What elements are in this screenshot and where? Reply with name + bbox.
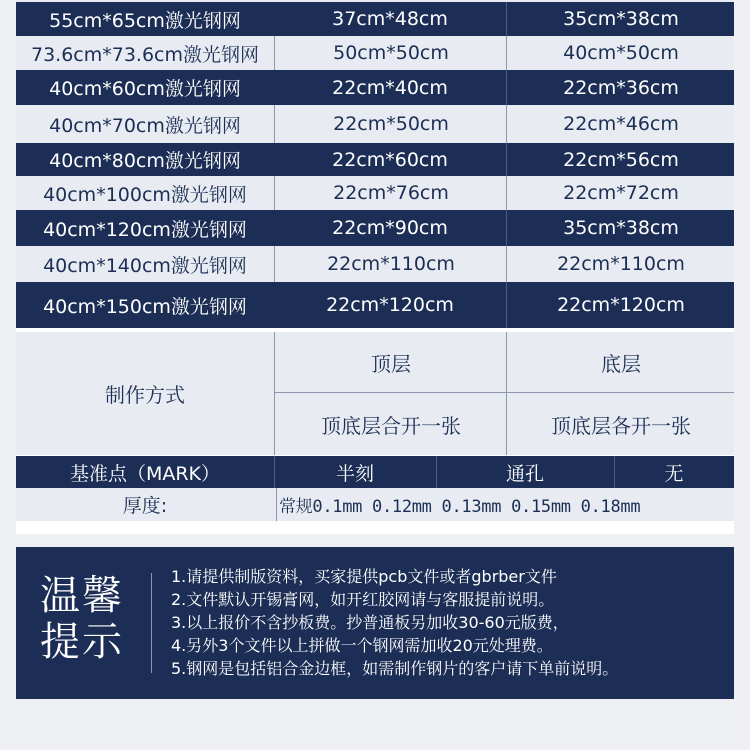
stencil-size: 40cm*100cm激光钢网 — [43, 183, 247, 206]
tip-item: 1.请提供制版资料，买家提供pcb文件或者gbrber文件 — [171, 567, 557, 586]
thickness-values: 常规0.1mm 0.12mm 0.13mm 0.15mm 0.18mm — [276, 488, 640, 521]
mark-none: 无 — [664, 462, 684, 485]
top-area: 22cm*110cm — [274, 246, 507, 282]
bottom-area: 22cm*120cm — [506, 282, 735, 328]
stencil-size: 40cm*80cm激光钢网 — [49, 150, 241, 172]
bottom-area: 35cm*38cm — [506, 2, 735, 36]
top-area: 22cm*60cm — [332, 148, 448, 171]
stencil-size: 40cm*70cm激光钢网 — [49, 114, 241, 137]
bottom-area: 22cm*72cm — [506, 176, 735, 210]
table-row — [16, 2, 734, 36]
mark-through-hole: 通孔 — [505, 462, 544, 485]
top-area: 22cm*90cm — [332, 217, 448, 239]
table-row — [16, 36, 734, 70]
tips-title-line1: 温馨 — [40, 573, 124, 619]
bottom-area: 22cm*46cm — [506, 105, 735, 143]
separate-option: 顶底层各开一张 — [506, 393, 735, 455]
tip-item: 2.文件默认开锡膏网，如开红胶网请与客服提前说明。 — [171, 590, 555, 609]
table-row — [16, 210, 734, 246]
stencil-size: 40cm*60cm激光钢网 — [49, 78, 241, 100]
bottom-area: 22cm*36cm — [506, 70, 735, 105]
making-method-section — [16, 332, 734, 455]
tips-title — [40, 573, 150, 665]
mark-row — [16, 456, 734, 488]
top-layer-header: 顶层 — [274, 332, 507, 392]
top-area: 22cm*50cm — [274, 105, 507, 143]
bottom-area: 22cm*110cm — [506, 246, 735, 282]
table-row — [16, 143, 734, 176]
table-row — [16, 70, 734, 105]
bottom-area: 35cm*38cm — [506, 210, 735, 246]
combined-option: 顶底层合开一张 — [274, 393, 507, 455]
top-area: 22cm*40cm — [332, 76, 448, 99]
top-area: 22cm*76cm — [274, 176, 507, 210]
tip-item: 3.以上报价不含抄板费。抄普通板另加收30-60元版费， — [171, 613, 569, 632]
bottom-area: 40cm*50cm — [506, 36, 735, 70]
top-area: 22cm*120cm — [326, 294, 454, 316]
stencil-size: 40cm*120cm激光钢网 — [43, 218, 247, 241]
mark-label: 基准点（MARK） — [69, 462, 221, 485]
thickness-row — [16, 488, 734, 521]
stencil-size: 40cm*140cm激光钢网 — [43, 254, 247, 277]
price-table — [16, 0, 734, 534]
bottom-layer-header: 底层 — [506, 332, 735, 392]
stencil-size: 55cm*65cm激光钢网 — [49, 9, 241, 32]
divider — [151, 573, 152, 673]
making-method-label: 制作方式 — [105, 383, 185, 407]
table-row — [16, 246, 734, 282]
tips-title-line2: 提示 — [40, 619, 124, 665]
tip-item: 4.另外3个文件以上拼做一个钢网需加收20元处理费。 — [171, 636, 553, 655]
stencil-size: 40cm*150cm激光钢网 — [43, 295, 247, 318]
table-row — [16, 176, 734, 210]
tips-list — [171, 565, 618, 680]
mark-half-etch: 半刻 — [335, 462, 374, 485]
top-area: 37cm*48cm — [332, 8, 448, 30]
tip-item: 5.钢网是包括铝合金边框，如需制作钢片的客户请下单前说明。 — [171, 659, 619, 678]
tips-panel — [16, 547, 734, 699]
bottom-area: 22cm*56cm — [506, 143, 735, 176]
table-row — [16, 282, 734, 328]
thickness-label: 厚度: — [122, 495, 168, 517]
stencil-size: 73.6cm*73.6cm激光钢网 — [30, 43, 260, 66]
top-area: 50cm*50cm — [274, 36, 507, 70]
table-row — [16, 105, 734, 143]
